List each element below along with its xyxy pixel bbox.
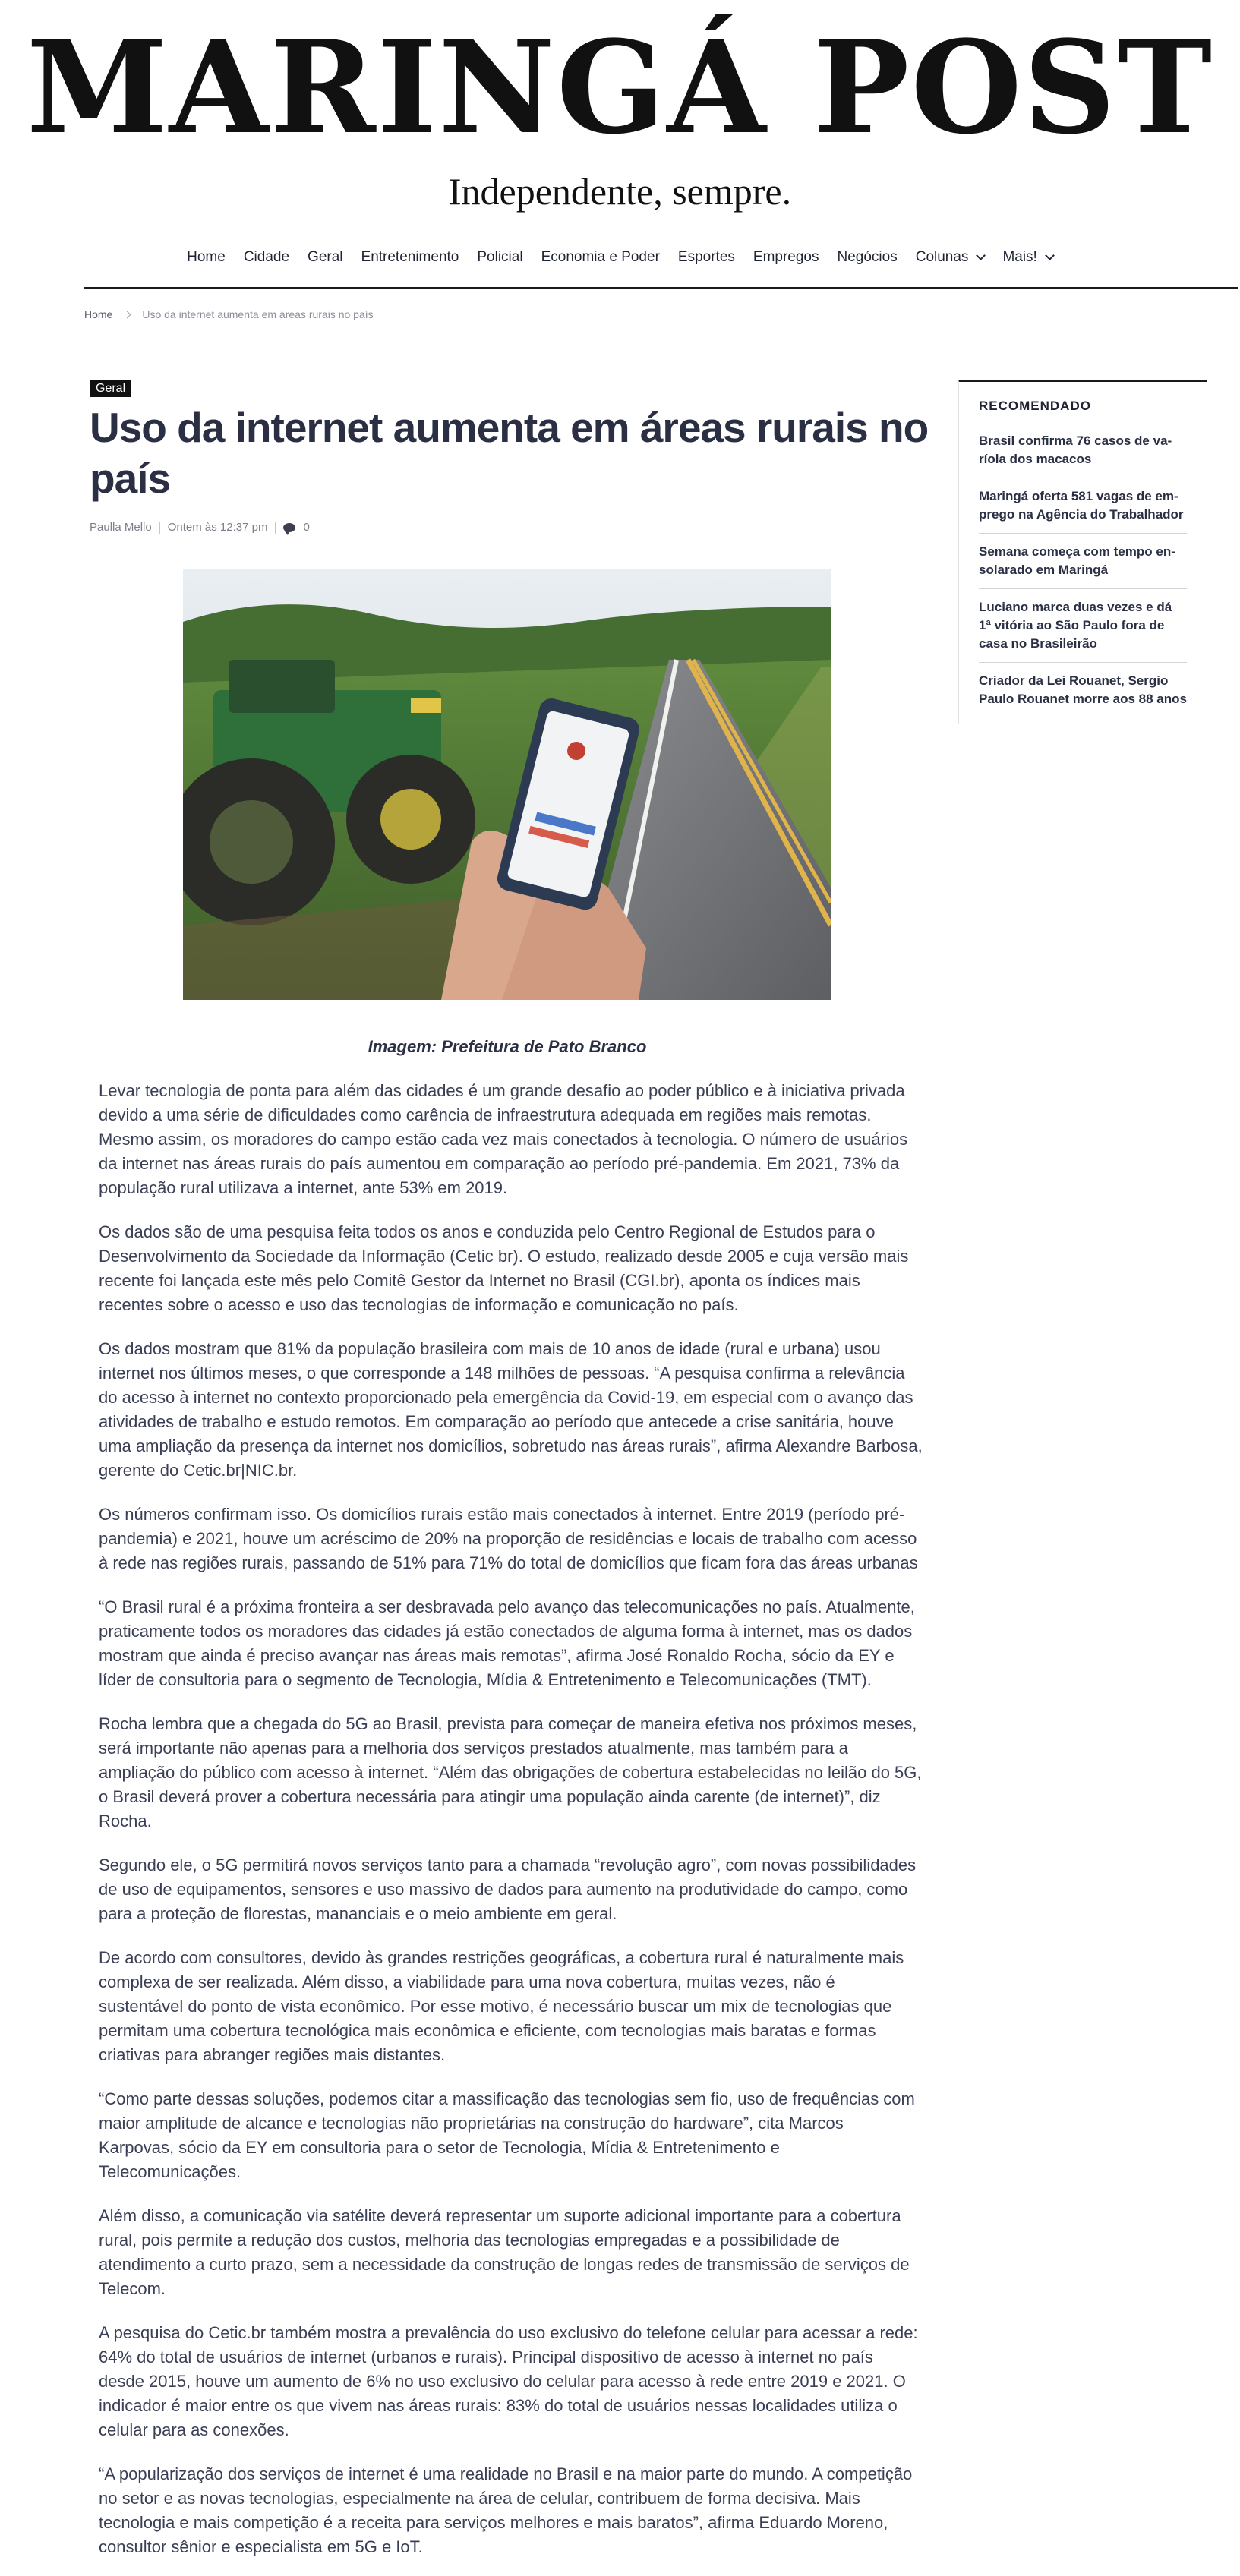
nav-cidade[interactable]	[235, 249, 298, 266]
nav-label: Geral	[308, 249, 343, 265]
nav-label: Policial	[477, 249, 523, 265]
nav-label: Entretenimento	[361, 249, 459, 265]
nav-label: Empregos	[753, 249, 819, 265]
nav-label: Cidade	[243, 249, 290, 265]
nav-entretenimento[interactable]	[352, 249, 469, 266]
nav-home[interactable]	[178, 249, 235, 266]
chevron-down-icon	[977, 251, 986, 260]
site-logo[interactable]: MARINGÁ POST	[26, 12, 1214, 162]
nav-negocios[interactable]	[828, 249, 907, 266]
article-paragraph: Além disso, a comunicação via satélite deverá representar um suporte adicional importante para a cobertura rural, pois permite a redução dos custos, melhoria das tecnologias empregadas e a possibilidade de atendimento a curto prazo, sem a necessidade da construção de longas redes de transmissão de serviços de Telecom.	[99, 2206, 910, 2298]
chevron-down-icon	[1045, 251, 1055, 260]
chevron-right-icon	[124, 311, 131, 318]
featured-image-art	[183, 569, 831, 1000]
masthead	[0, 12, 1240, 214]
featured-image	[183, 569, 831, 1000]
nav-empregos[interactable]	[744, 249, 828, 266]
article-paragraph: Os números confirmam isso. Os domicílios rurais estão mais conectados à internet. Entre 2019 (período pré-pandemia) e 2021, houve um acréscimo de 20% na proporção de residências e locais de trabalho com acesso à rede nas regiões rurais, passando de 51% para 71% do total de domicílios que ficam fora das áreas urbanas	[99, 1505, 918, 1572]
recommended-link[interactable]: Luciano marca duas vezes e dá 1ª vitória ao São Paulo fora de casa no Brasileirão	[979, 598, 1187, 663]
site-tagline: Independente, sempre.	[448, 170, 792, 213]
article-paragraph: Os dados mostram que 81% da população brasileira com mais de 10 anos de idade (rural e urbana) usou internet nos últimos meses, o que corresponde a 148 milhões de pessoas. “A pesquisa confirma a relevância do acesso à internet no contexto proporcionado pela emergência da Covid-19, em especial com o avanço das atividades de trabalho e estudo remotos. Em comparação ao período que antecede a crise sanitária, houve uma ampliação da presença da internet nos domicílios, sobretudo nas áreas rurais”, afirma Alexandre Barbosa, gerente do Cetic.br|NIC.br.	[99, 1339, 923, 1480]
article-paragraph: Os dados são de uma pesquisa feita todos os anos e conduzida pelo Centro Regional de Estudos para o Desenvolvimento da Sociedade da Informação (Cetic br). O estudo, realizado desde 2005 e cuja versão mais recente foi lançada este mês pelo Comitê Gestor da Internet no Brasil (CGI.br), aponta os índices mais recentes sobre o acesso e uso das tecnologias de informação e comunicação no país.	[99, 1222, 909, 1314]
nav-label: Economia e Poder	[541, 249, 660, 265]
article-meta	[90, 521, 310, 534]
meta-divider	[159, 522, 160, 534]
meta-divider	[275, 522, 276, 534]
nav-mais[interactable]	[993, 249, 1062, 266]
article-paragraph: Rocha lembra que a chegada do 5G ao Brasil, prevista para começar de maneira efetiva nos próximos meses, será importante não apenas para a melhoria dos serviços prestados atualmente, mas também para a ampliação do público com acesso à internet. “Além das obrigações de cobertura estabelecidas no leilão do 5G, o Brasil deverá prover a cobertura necessária para atingir uma população ainda carente (de internet)”, diz Rocha.	[99, 1714, 922, 1830]
nav-economia-e-poder[interactable]	[532, 249, 669, 266]
nav-geral[interactable]	[298, 249, 352, 266]
recommended-link[interactable]: Criador da Lei Rouanet, Sergio Paulo Rouanet morre aos 88 anos	[979, 673, 1187, 706]
category-badge[interactable]: Geral	[90, 380, 131, 397]
breadcrumb	[84, 308, 374, 320]
nav-divider	[84, 287, 1238, 289]
article-paragraph: “Como parte dessas soluções, podemos citar a massificação das tecnologias sem fio, uso de frequências com maior amplitude de alcance e tecnologias não proprietárias na construção do hardware”, cita Marcos Karpovas, sócio da EY em consultoria para o setor de Tecnologia, Mídia & Entretenimento e Telecomunicações.	[99, 2089, 915, 2181]
recommended-widget	[958, 380, 1207, 724]
comment-count[interactable]: 0	[303, 521, 310, 534]
breadcrumb-current: Uso da internet aumenta em áreas rurais no país	[142, 308, 374, 320]
article-body	[99, 1079, 923, 2576]
comment-icon[interactable]	[283, 523, 295, 532]
nav-label: Negócios	[837, 249, 898, 265]
breadcrumb-home[interactable]: Home	[84, 308, 113, 320]
nav-label: Colunas	[915, 249, 969, 265]
nav-colunas[interactable]	[907, 249, 994, 266]
article-paragraph: Segundo ele, o 5G permitirá novos serviços tanto para a chamada “revolução agro”, com novas possibilidades de uso de equipamentos, sensores e uso massivo de dados para aumento na produtividade do campo, como para a proteção de florestas, mananciais e o meio ambiente em geral.	[99, 1856, 917, 1923]
recommended-link[interactable]: Semana começa com tempo ensolarado em Maringá	[979, 543, 1187, 589]
article-paragraph: De acordo com consultores, devido às grandes restrições geográficas, a cobertura rural é naturalmente mais complexa de ser realizada. Além disso, a viabilidade para uma nova cobertura, muitas vezes, não é sustentável do ponto de vista econômico. Por esse motivo, é necessário buscar um mix de tecnologias que permitam uma cobertura tecnológica mais econômica e eficiente, com tecnologias mais baratas e formas criativas para abranger regiões mais distantes.	[99, 1948, 904, 2064]
main-nav	[0, 249, 1240, 266]
nav-policial[interactable]	[468, 249, 532, 266]
recommended-link[interactable]: Brasil confirma 76 casos de varíola dos macacos	[979, 432, 1187, 478]
widget-title: RECOMENDADO	[979, 399, 1091, 413]
nav-label: Home	[187, 249, 226, 265]
image-caption: Imagem: Prefeitura de Pato Branco	[368, 1037, 647, 1056]
nav-label: Esportes	[677, 249, 735, 265]
publish-date: Ontem às 12:37 pm	[167, 521, 268, 534]
nav-label: Mais!	[1002, 249, 1037, 265]
article-title: Uso da internet aumenta em áreas rurais no país	[90, 404, 929, 502]
article-paragraph: A pesquisa do Cetic.br também mostra a prevalência do uso exclusivo do telefone celular para acessar a rede: 64% do total de usuários de internet (urbanos e rurais). Principal dispositivo de acesso à internet no país desde 2015, houve um aumento de 6% no uso exclusivo do celular para acesso à rede entre 2019 e 2021. O indicador é maior entre os que vivem nas áreas rurais: 83% do total de usuários nessas localidades utiliza o celular para as conexões.	[99, 2323, 918, 2439]
recommended-link[interactable]: Maringá oferta 581 vagas de emprego na Agência do Trabalhador	[979, 487, 1187, 534]
author-link[interactable]: Paulla Mello	[90, 521, 152, 534]
article-paragraph: Levar tecnologia de ponta para além das cidades é um grande desafio ao poder público e à iniciativa privada devido a uma série de dificuldades como carência de infraestrutura adequada em regiões mais remotas. Mesmo assim, os moradores do campo estão cada vez mais conectados à tecnologia. O número de usuários da internet nas áreas rurais do país aumentou em comparação ao período pré-pandemia. Em 2021, 73% da população rural utilizava a internet, ante 53% em 2019.	[99, 1081, 908, 1197]
nav-esportes[interactable]	[669, 249, 744, 266]
article-paragraph: “O Brasil rural é a próxima fronteira a ser desbravada pelo avanço das telecomunicações no país. Atualmente, praticamente todos os moradores das cidades já estão conectados de alguma forma à internet, mas os dados mostram que ainda é preciso avançar nas áreas mais remotas”, afirma José Ronaldo Rocha, sócio da EY e líder de consultoria para o segmento de Tecnologia, Mídia & Entretenimento e Telecomunicações (TMT).	[99, 1597, 915, 1689]
article-paragraph: “A popularização dos serviços de internet é uma realidade no Brasil e na maior parte do mundo. A competição no setor e as novas tecnologias, especialmente na área de celular, contribuem de forma decisiva. Mais tecnologia e mais competição é a receita para serviços melhores e mais baratos”, afirma Eduardo Moreno, consultor sênior e especialista em 5G e IoT.	[99, 2464, 913, 2556]
